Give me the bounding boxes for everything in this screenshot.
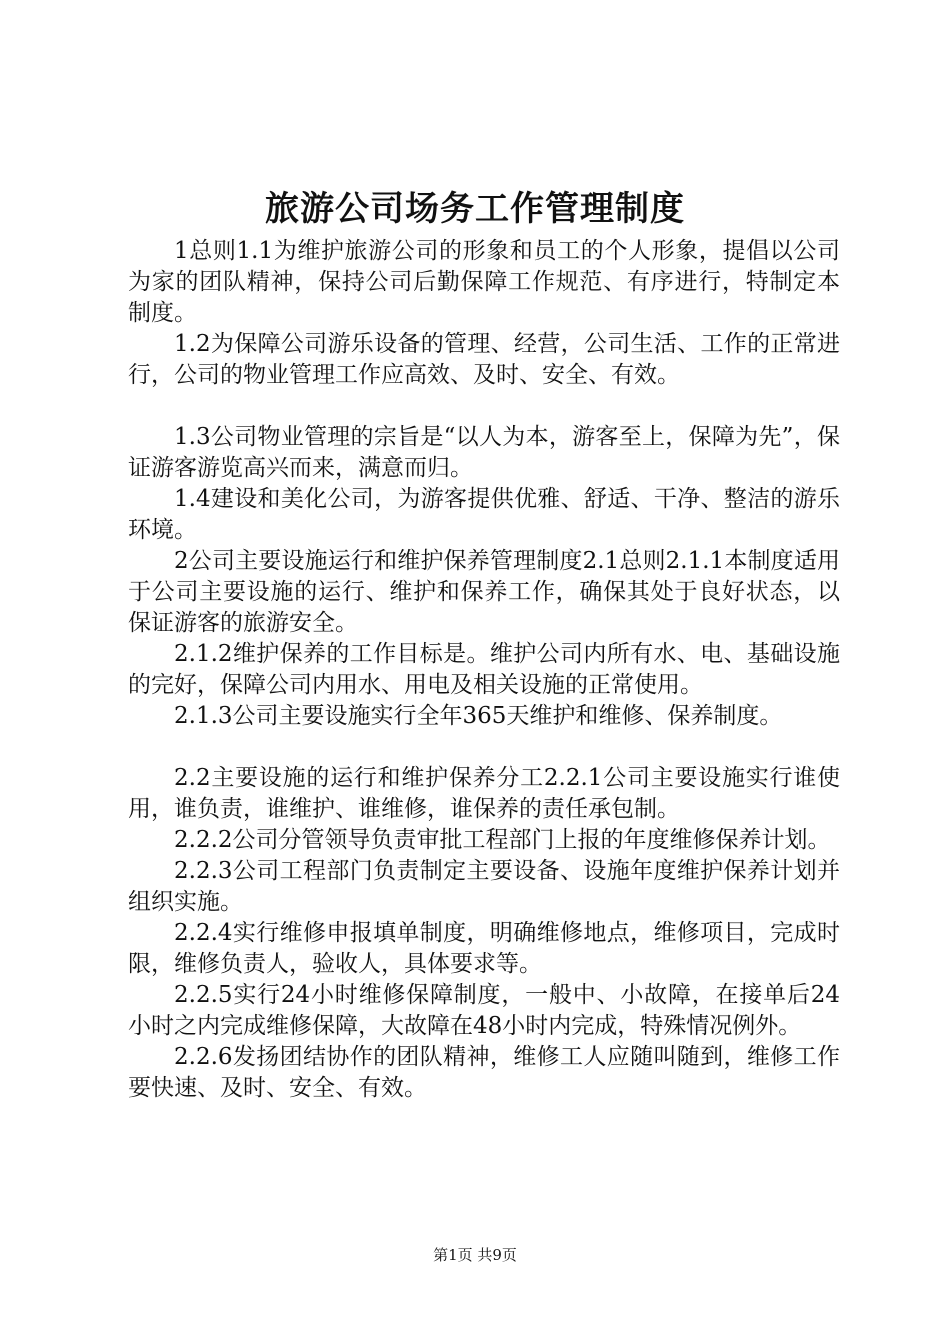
paragraph: 1.3公司物业管理的宗旨是“以人为本，游客至上，保障为先”，保证游客游览高兴而来，满意而归。 — [128, 424, 840, 481]
paragraph: 2.2.4实行维修申报填单制度，明确维修地点，维修项目，完成时限，维修负责人，验收人，具体要求等。 — [128, 920, 840, 977]
paragraph: 2.2.2公司分管领导负责审批工程部门上报的年度维修保养计划。 — [174, 827, 831, 853]
page-footer: 第1页 共9页 — [433, 1246, 517, 1264]
paragraph: 1.2为保障公司游乐设备的管理、经营，公司生活、工作的正常进行，公司的物业管理工作应高效、及时、安全、有效。 — [128, 331, 840, 388]
paragraph: 2.2.6发扬团结协作的团队精神，维修工人应随叫随到，维修工作要快速、及时、安全、有效。 — [128, 1044, 840, 1101]
paragraph: 2.1.3公司主要设施实行全年365天维护和维修、保养制度。 — [174, 703, 783, 729]
paragraph: 2.2主要设施的运行和维护保养分工2.2.1公司主要设施实行谁使用，谁负责，谁维护、谁维修，谁保养的责任承包制。 — [128, 765, 840, 822]
paragraph: 2公司主要设施运行和维护保养管理制度2.1总则2.1.1本制度适用于公司主要设施的运行、维护和保养工作，确保其处于良好状态，以保证游客的旅游安全。 — [128, 548, 840, 636]
paragraph: 2.2.3公司工程部门负责制定主要设备、设施年度维护保养计划并组织实施。 — [128, 858, 840, 915]
paragraph: 2.2.5实行24小时维修保障制度，一般中、小故障，在接单后24小时之内完成维修保障，大故障在48小时内完成，特殊情况例外。 — [128, 982, 840, 1039]
paragraph: 1.4建设和美化公司，为游客提供优雅、舒适、干净、整洁的游乐环境。 — [128, 486, 840, 543]
document-body — [128, 236, 840, 1104]
document-title: 旅游公司场务工作管理制度 — [265, 189, 685, 229]
paragraph: 2.1.2维护保养的工作目标是。维护公司内所有水、电、基础设施的完好，保障公司内用水、用电及相关设施的正常使用。 — [128, 641, 840, 698]
paragraph: 1总则1.1为维护旅游公司的形象和员工的个人形象，提倡以公司为家的团队精神，保持公司后勤保障工作规范、有序进行，特制定本制度。 — [128, 238, 840, 326]
